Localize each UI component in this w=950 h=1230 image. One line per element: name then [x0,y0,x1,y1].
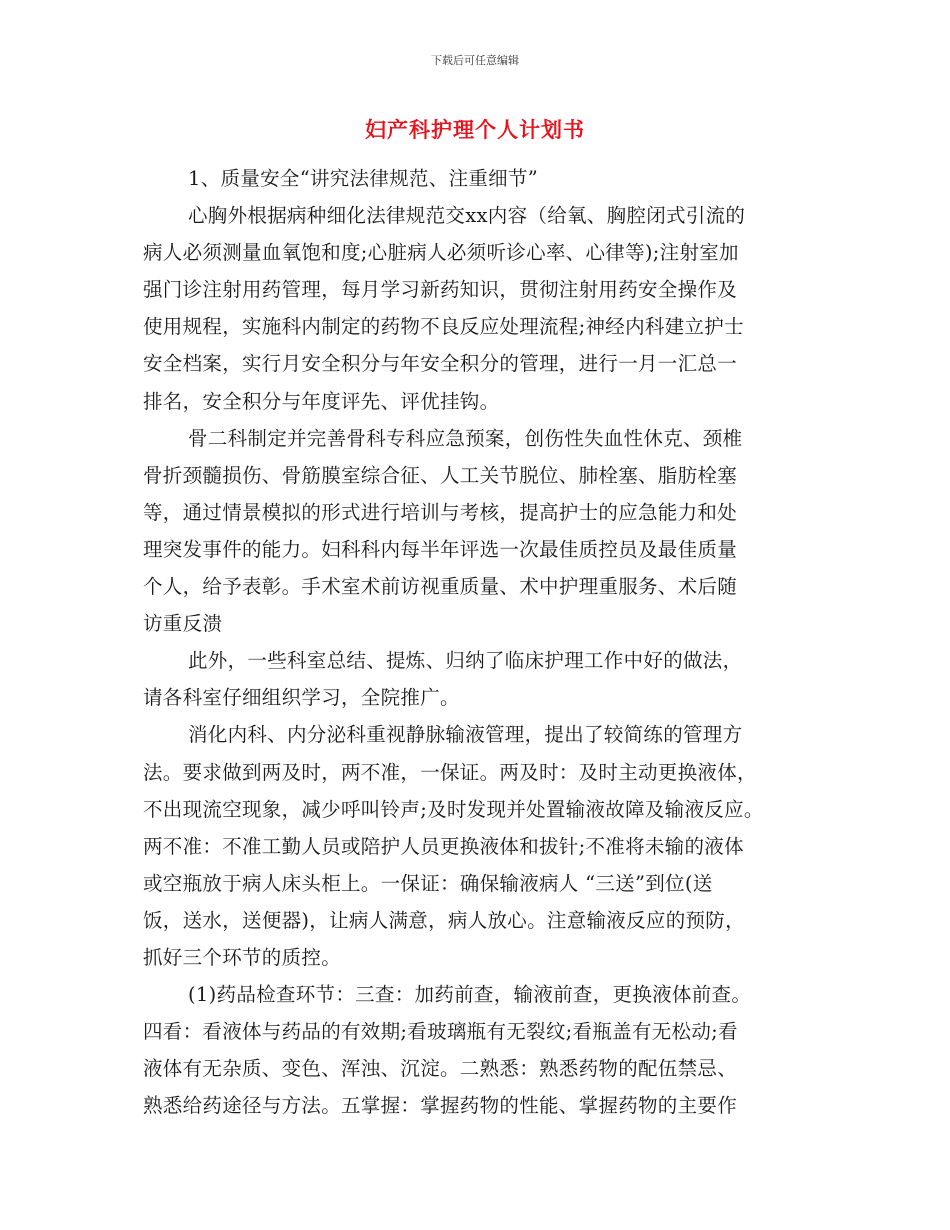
text-line: 四看：看液体与药品的有效期;看玻璃瓶有无裂纹;看瓶盖有无松动;看 [143,1020,738,1044]
text-line: 安全档案，实行月安全积分与年安全积分的管理，进行一月一汇总一 [143,352,738,376]
text-line: 1、质量安全“讲究法律规范、注重细节” [188,167,539,190]
text-line: 不出现流空现象，减少呼叫铃声;及时发现并处置输液故障及输液反应。 [143,797,764,821]
text-line: 强门诊注射用药管理，每月学习新药知识，贯彻注射用药安全操作及 [143,278,738,302]
text-line: 或空瓶放于病人床头柜上。一保证：确保输液病人 “三送”到位(送 [143,871,713,895]
text-line: 液体有无杂质、变色、浑浊、沉淀。二熟悉：熟悉药物的配伍禁忌、 [143,1057,738,1081]
text-line: 病人必须测量血氧饱和度;心脏病人必须听诊心率、心律等);注射室加 [143,241,739,265]
text-line: 骨折颈髓损伤、骨筋膜室综合征、人工关节脱位、肺栓塞、脂肪栓塞 [143,463,738,487]
text-line: 熟悉给药途径与方法。五掌握：掌握药物的性能、掌握药物的主要作 [143,1094,738,1118]
text-line: 饭，送水，送便器)，让病人满意，病人放心。注意输液反应的预防， [143,908,745,932]
text-line: 请各科室仔细组织学习，全院推广。 [143,686,460,710]
text-line: 理突发事件的能力。妇科科内每半年评选一次最佳质控员及最佳质量 [143,537,738,561]
text-line: 等，通过情景模拟的形式进行培训与考核，提高护士的应急能力和处 [143,500,738,524]
text-line: 排名，安全积分与年度评先、评优挂钩。 [143,389,500,413]
page-header: 下载后可任意编辑 [431,54,519,67]
text-line: 抓好三个环节的质控。 [143,945,342,969]
text-line: 个人，给予表彰。手术室术前访视重质量、术中护理重服务、术后随 [143,575,738,599]
paragraph [143,160,813,197]
document-title: 妇产科护理个人计划书 [365,117,585,142]
text-line: 此外，一些科室总结、提炼、归纳了临床护理工作中好的做法， [188,649,743,673]
text-line: 心胸外根据病种细化法律规范交xx内容（给氧、胸腔闭式引流的 [188,204,746,228]
text-line: 骨二科制定并完善骨科专科应急预案，创伤性失血性休克、颈椎 [188,426,743,450]
document-body [143,160,813,1124]
paragraph [143,976,813,1124]
paragraph [143,420,813,643]
text-line: 消化内科、内分泌科重视静脉输液管理，提出了较简练的管理方 [188,723,743,747]
text-line: (1)药品检查环节：三查：加药前查，输液前查，更换液体前查。 [188,983,752,1007]
text-line: 访重反溃 [143,612,223,636]
text-line: 两不准：不准工勤人员或陪护人员更换液体和拔针;不准将未输的液体 [143,834,744,858]
paragraph [143,642,813,716]
paragraph [143,716,813,976]
paragraph [143,197,813,420]
text-line: 使用规程，实施科内制定的药物不良反应处理流程;神经内科建立护士 [143,315,744,339]
text-line: 法。要求做到两及时，两不准，一保证。两及时：及时主动更换液体， [143,760,757,784]
